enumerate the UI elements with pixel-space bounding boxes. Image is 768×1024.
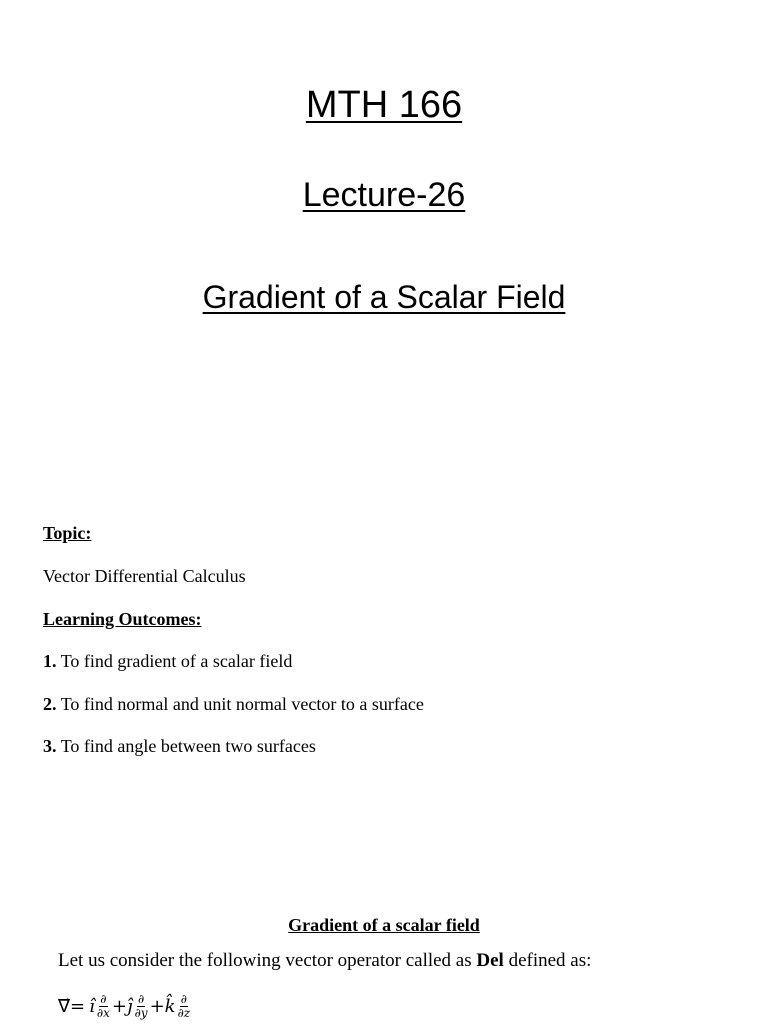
- topic-text: Vector Differential Calculus: [43, 566, 246, 586]
- fraction-denominator: ∂y: [134, 1005, 148, 1020]
- outcome-number: 3.: [43, 736, 57, 756]
- partial-fraction-x: [97, 993, 110, 1020]
- outcomes-heading: Learning Outcomes:: [43, 609, 202, 629]
- intro-text-before: Let us consider the following vector operator called as: [58, 950, 477, 971]
- equals-sign: =: [70, 995, 86, 1017]
- outcome-text: To find gradient of a scalar field: [60, 651, 293, 671]
- intro-paragraph: [58, 950, 591, 972]
- unit-vector-i: î: [89, 995, 95, 1017]
- fraction-numerator: ∂: [180, 991, 187, 1006]
- section-title: Gradient of a scalar field: [288, 915, 480, 935]
- fraction-denominator: ∂x: [96, 1005, 110, 1020]
- nabla-symbol: ∇⃗: [58, 995, 71, 1017]
- intro-text-after: defined as:: [503, 950, 592, 971]
- outcome-number: 2.: [43, 694, 57, 714]
- lecture-number: Lecture-26: [302, 176, 466, 214]
- plus-sign: +: [111, 995, 127, 1017]
- lecture-title: Gradient of a Scalar Field: [202, 279, 566, 315]
- unit-vector-j: ĵ: [126, 995, 133, 1017]
- outcome-text: To find angle between two surfaces: [60, 736, 316, 756]
- outcome-item: [43, 651, 292, 672]
- fraction-denominator: ∂z: [177, 1005, 191, 1020]
- partial-fraction-y: [135, 993, 148, 1020]
- del-operator-formula: [58, 988, 192, 1024]
- fraction-numerator: ∂: [137, 991, 145, 1006]
- topic-heading: Topic:: [43, 523, 92, 543]
- course-code: MTH 166: [305, 84, 463, 126]
- plus-sign: +: [149, 995, 165, 1017]
- outcome-text: To find normal and unit normal vector to a surface: [60, 694, 424, 714]
- outcome-item: [43, 736, 316, 757]
- intro-del-term: Del: [476, 950, 504, 971]
- unit-vector-k: k̂: [164, 995, 176, 1017]
- outcome-item: [43, 694, 424, 715]
- outcome-number: 1.: [43, 651, 57, 671]
- partial-fraction-z: [178, 993, 191, 1020]
- fraction-numerator: ∂: [100, 991, 107, 1006]
